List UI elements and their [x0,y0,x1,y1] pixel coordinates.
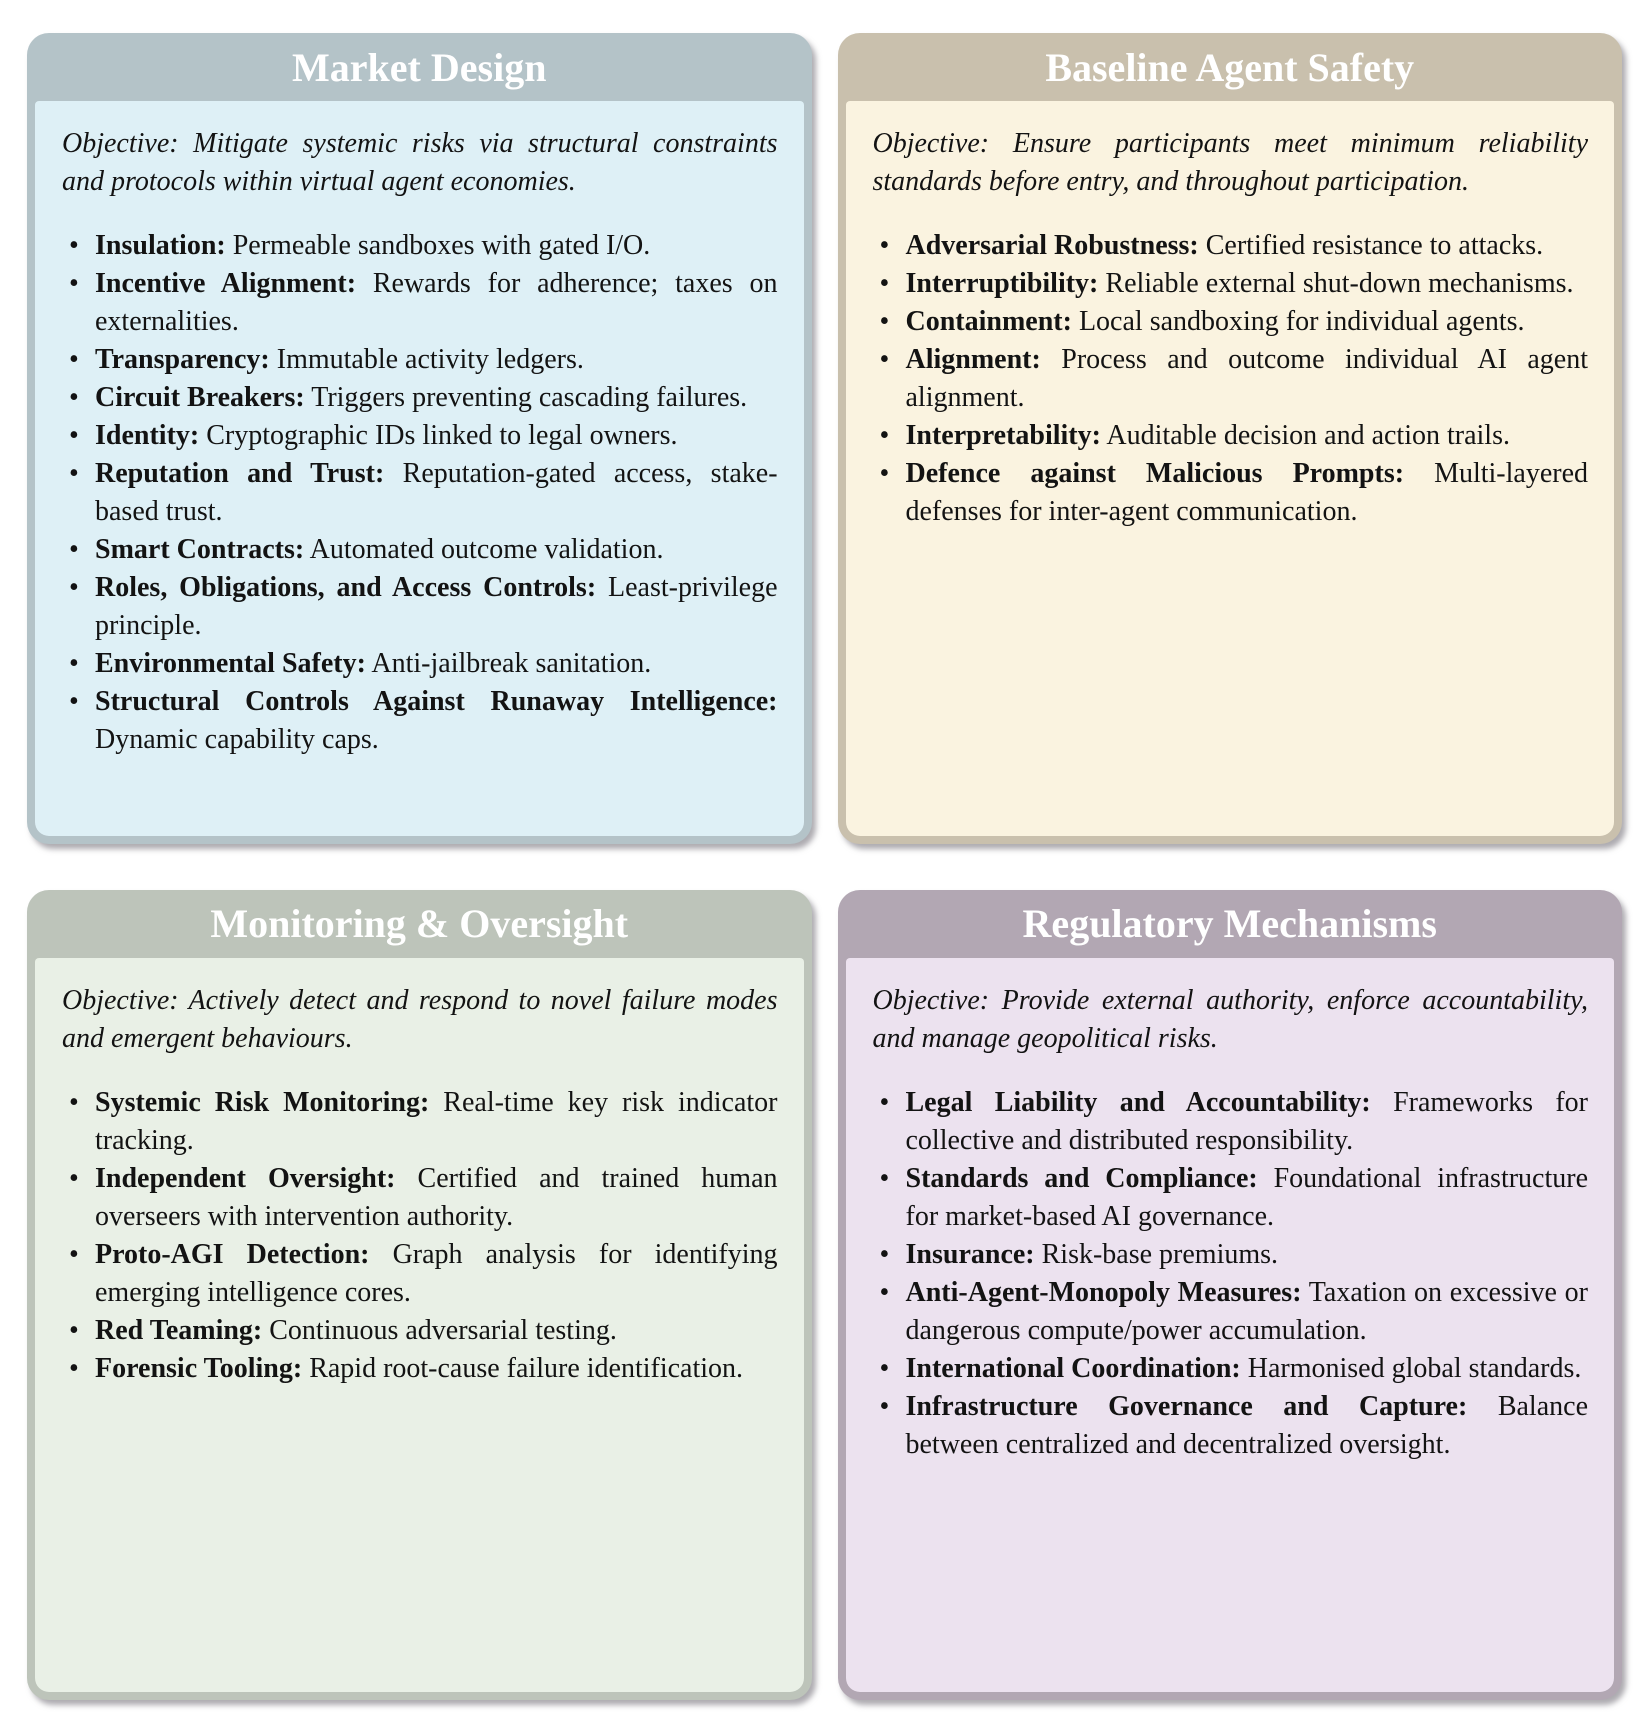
item-term: Insurance: [905,1238,1035,1270]
bullet-list [62,227,778,759]
item-term: Alignment: [905,344,1041,375]
item-term: Roles, Obligations, and Access Controls: [95,572,597,603]
list-item [62,455,778,531]
list-item [873,455,1589,531]
item-term: Defence against Malicious Prompts: [905,458,1405,489]
item-desc: Taxation on excessive or dangerous compute/power accumulation. [905,1276,1589,1346]
item-desc: Rewards for adherence; taxes on externalities. [95,268,778,337]
item-desc: Triggers preventing cascading failures. [311,382,748,413]
list-item [62,227,778,265]
item-term: Structural Controls Against Runaway Intelligence: [95,686,778,717]
item-desc: Dynamic capability caps. [95,724,379,755]
item-desc: Anti-jailbreak sanitation. [371,648,652,679]
list-item [873,265,1589,303]
bullet-icon: • [69,382,79,413]
item-desc: Real-time key risk indicator tracking. [95,1086,778,1156]
bullet-icon: • [69,648,79,679]
objective-text: Objective: Ensure participants meet minimum reliability standards before entry, and throughout participation. [872,128,1588,197]
item-term: Anti-Agent-Monopoly Measures: [905,1276,1302,1308]
list-item [62,1236,778,1312]
item-desc: Cryptographic IDs linked to legal owners. [206,420,678,451]
card-body [35,958,804,1693]
item-term: Red Teaming: [95,1314,263,1346]
item-term: Standards and Compliance: [905,1162,1258,1194]
bullet-icon: • [879,268,890,299]
item-desc: Harmonised global standards. [1247,1352,1582,1384]
list-item [62,265,778,341]
card-body [846,958,1615,1693]
bullet-icon: • [69,1086,79,1118]
list-item [873,1160,1589,1236]
bullet-icon: • [879,344,890,375]
bullet-icon: • [879,1162,890,1194]
card-market-design [27,33,812,844]
card-regulatory-mechanisms [838,890,1623,1701]
item-desc: Local sandboxing for individual agents. [1078,306,1525,337]
card-header [838,890,1623,958]
item-desc: Automated outcome validation. [309,534,664,565]
bullet-icon: • [69,1314,79,1346]
bullet-list [873,1084,1589,1464]
item-term: Environmental Safety: [95,648,366,679]
item-term: Infrastructure Governance and Capture: [905,1390,1468,1422]
list-item [62,341,778,379]
list-item [873,417,1589,455]
card-title-text: Monitoring & Oversight [210,901,629,946]
list-item [873,303,1589,341]
card-header [27,890,812,958]
item-term: Circuit Breakers: [95,382,305,413]
item-term: Interpretability: [905,420,1101,451]
card-body [35,101,804,836]
bullet-icon: • [69,344,79,375]
item-term: Smart Contracts: [95,534,305,565]
bullet-icon: • [69,1162,79,1194]
bullet-icon: • [69,268,79,299]
bullet-icon: • [879,1352,890,1384]
bullet-icon: • [69,458,79,489]
item-term: Containment: [905,306,1072,337]
list-item [873,1388,1589,1464]
item-desc: Rapid root-cause failure identification. [309,1352,744,1384]
item-desc: Auditable decision and action trails. [1106,420,1510,451]
item-term: International Coordination: [905,1352,1241,1384]
list-item [62,1350,778,1388]
item-desc: Graph analysis for identifying emerging intelligence cores. [95,1238,778,1308]
list-item [62,683,778,759]
item-term: Interruptibility: [905,268,1099,299]
bullet-icon: • [879,306,890,337]
bullet-list [873,227,1589,531]
item-term: Transparency: [95,344,270,375]
item-desc: Continuous adversarial testing. [269,1314,617,1346]
list-item [62,1312,778,1350]
item-desc: Immutable activity ledgers. [276,344,584,375]
item-term: Systemic Risk Monitoring: [95,1086,430,1118]
card-title-text: Regulatory Mechanisms [1022,901,1437,946]
item-term: Proto-AGI Detection: [95,1238,370,1270]
bullet-icon: • [879,230,890,261]
list-item [873,1236,1589,1274]
item-term: Incentive Alignment: [95,268,357,299]
list-item [873,1350,1589,1388]
objective-text: Objective: Mitigate systemic risks via structural constraints and protocols within virtual agent economies. [62,128,778,197]
item-term: Insulation: [95,230,226,261]
item-desc: Frameworks for collective and distributed responsibility. [905,1086,1589,1156]
item-desc: Reliable external shut-down mechanisms. [1105,268,1574,299]
card-title-text: Market Design [292,44,547,90]
card-title-text: Baseline Agent Safety [1045,44,1415,90]
card-header [27,33,812,101]
bullet-icon: • [879,458,890,489]
list-item [873,1274,1589,1350]
list-item [62,379,778,417]
list-item [62,1084,778,1160]
card-header [838,33,1623,101]
bullet-icon: • [69,1352,79,1384]
list-item [873,227,1589,265]
item-desc: Least-privilege principle. [95,572,778,641]
item-desc: Certified resistance to attacks. [1205,230,1544,261]
bullet-icon: • [69,1238,79,1270]
bullet-icon: • [879,1276,890,1308]
item-desc: Risk-base premiums. [1041,1238,1279,1270]
list-item [62,569,778,645]
list-item [62,645,778,683]
bullet-icon: • [69,686,79,717]
item-desc: Certified and trained human overseers with intervention authority. [95,1162,778,1232]
bullet-icon: • [879,1390,890,1422]
bullet-icon: • [879,420,890,451]
list-item [873,1084,1589,1160]
item-desc: Process and outcome individual AI agent alignment. [905,344,1588,413]
list-item [62,531,778,569]
item-desc: Permeable sandboxes with gated I/O. [232,230,651,261]
bullet-icon: • [879,1238,890,1270]
bullet-icon: • [69,230,79,261]
list-item [62,1160,778,1236]
card-body [846,101,1615,836]
item-desc: Reputation-gated access, stake-based trust. [95,458,778,527]
item-term: Adversarial Robustness: [905,230,1199,261]
bullet-icon: • [69,420,79,451]
bullet-icon: • [879,1086,890,1118]
item-desc: Multi-layered defenses for inter-agent communication. [905,458,1589,527]
item-desc: Foundational infrastructure for market-based AI governance. [905,1162,1589,1232]
bullet-icon: • [69,534,79,565]
item-term: Independent Oversight: [95,1162,396,1194]
item-term: Identity: [95,420,200,451]
item-term: Forensic Tooling: [95,1352,303,1384]
objective-text: Objective: Actively detect and respond to novel failure modes and emergent behaviours. [62,984,778,1054]
list-item [62,417,778,455]
bullet-list [62,1084,778,1388]
item-term: Reputation and Trust: [95,458,385,489]
item-term: Legal Liability and Accountability: [905,1086,1371,1118]
item-desc: Balance between centralized and decentralized oversight. [905,1390,1588,1460]
list-item [873,341,1589,417]
card-monitoring-oversight [27,890,812,1701]
objective-text: Objective: Provide external authority, enforce accountability, and manage geopolitical risks. [872,984,1588,1054]
card-baseline-agent-safety [838,33,1623,844]
bullet-icon: • [69,572,79,603]
